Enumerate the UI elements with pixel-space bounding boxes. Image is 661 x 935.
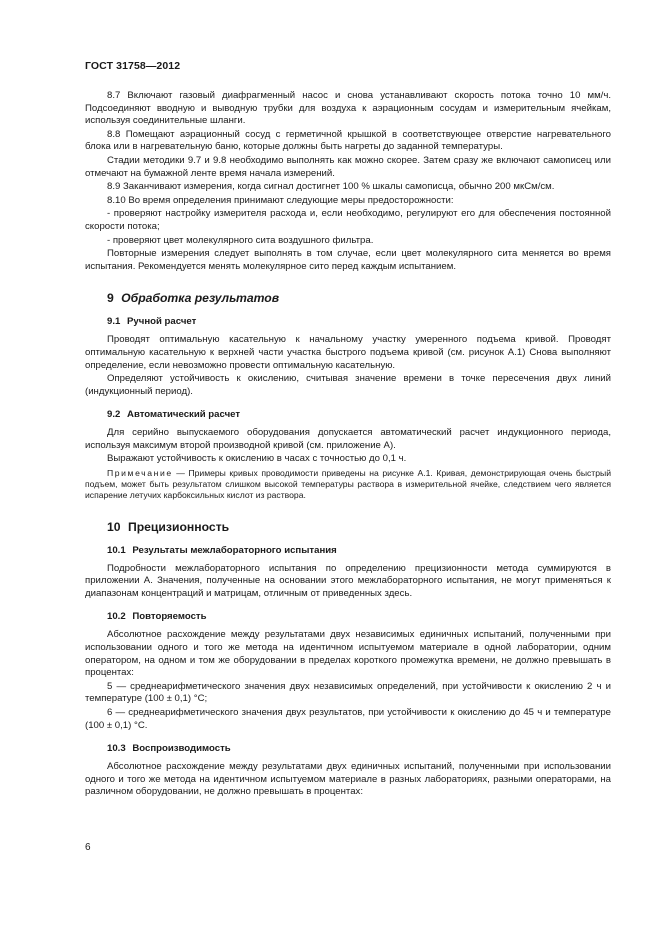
paragraph: Абсолютное расхождение между результатами двух независимых единичных испытаний, полученными при использовании одного и того же метода на идентичном испытуемом материале в одной лаборатории, одним оператором, на одном и том же оборудовании в пределах короткого промежутка времени, не должно превышать в процентах:	[85, 629, 611, 679]
paragraph: 6 — среднеарифметического значения двух результатов, при устойчивости к окислению до 45 ч и температуре (100 ± 0,1) °С.	[85, 707, 611, 731]
heading-number: 10.3	[107, 743, 126, 755]
section-heading	[107, 520, 611, 534]
paragraph: 8.8 Помещают аэрационный сосуд с герметичной крышкой в соответствующее отверстие нагревательного блока или в нагревательную баню, которые должны быть нагреты до заданной температуры.	[85, 128, 611, 153]
heading-text: Повторяемость	[132, 611, 207, 623]
document-body	[85, 90, 611, 799]
subsection-heading	[107, 316, 611, 327]
heading-text: Результаты межлабораторного испытания	[132, 544, 337, 556]
paragraph: - проверяют настройку измерителя расхода и, если необходимо, регулируют его для обеспечения постоянной скорости потока;	[85, 208, 611, 232]
subsection-heading	[107, 611, 611, 622]
paragraph: Выражают устойчивость к окислению в часах с точностью до 0,1 ч.	[107, 453, 407, 465]
heading-number: 10.2	[107, 611, 126, 623]
paragraph: - проверяют цвет молекулярного сита воздушного фильтра.	[107, 234, 374, 246]
heading-text: Ручной расчет	[127, 316, 197, 328]
paragraph: Стадии методики 9.7 и 9.8 необходимо выполнять как можно скорее. Затем сразу же включают самописец или отмечают на бумажной ленте время начала измерений.	[85, 154, 611, 179]
paragraph: Проводят оптимальную касательную к начальному участку умеренного подъема кривой. Проводят оптимальную касательную к верхней части участка быстрого подъема кривой (см. рисунок А.1) Снова выполняют определение, если невозможно провести оптимальную касательную.	[85, 334, 611, 371]
paragraph: Подробности межлабораторного испытания по определению прецизионности метода суммируются в приложении А. Значения, полученные на основании этого межлабораторного испытания, не могут применяться к диапазонам концентраций и матрицам, отличным от приведенных здесь.	[85, 562, 611, 599]
subsection-heading	[107, 409, 611, 420]
note-label: Примечание	[107, 468, 173, 479]
heading-number: 9	[107, 291, 114, 306]
subsection-heading	[107, 545, 611, 556]
note-text: — Примеры кривых проводимости приведены на рисунке А.1. Кривая, демонстрирующая очень быстрый подъем, может быть результатом слишком высокой температуры раствора в измерительной ячейке, следствием чего является испарение летучих карбоксильных кислот из раствора.	[85, 468, 611, 501]
paragraph: Определяют устойчивость к окислению, считывая значение времени в точке пересечения двух линий (индукционный период).	[85, 373, 611, 397]
heading-text: Прецизионность	[127, 519, 230, 534]
paragraph: Абсолютное расхождение между результатами двух единичных испытаний, полученными при использовании одного и того же метода на идентичном испытуемом материале в разных лабораториях, разными операторами, на различном оборудовании, не должно превышать в процентах:	[85, 761, 611, 798]
paragraph: 5 — среднеарифметического значения двух независимых определений, при устойчивости к окислению 2 ч и температуре (100 ± 0,1) °С;	[85, 680, 611, 705]
heading-number: 10	[107, 519, 121, 534]
heading-text: Автоматический расчет	[127, 409, 241, 421]
heading-text: Обработка результатов	[121, 291, 280, 306]
paragraph: 8.10 Во время определения принимают следующие меры предосторожности:	[107, 194, 454, 206]
paragraph: Для серийно выпускаемого оборудования допускается автоматический расчет индукционного периода, используя максимум второй производной кривой (см. приложение А).	[85, 427, 611, 451]
note	[85, 468, 611, 502]
subsection-heading	[107, 743, 611, 754]
paragraph: Повторные измерения следует выполнять в том случае, если цвет молекулярного сита меняется во время испытания. Рекомендуется менять молекулярное сито перед каждым испытанием.	[85, 248, 611, 272]
heading-number: 9.2	[107, 409, 121, 421]
document-header: ГОСТ 31758—2012	[85, 60, 181, 72]
section-heading	[107, 291, 611, 305]
page-number: 6	[85, 842, 91, 853]
heading-text: Воспроизводимость	[132, 743, 231, 755]
paragraph: 8.7 Включают газовый диафрагменный насос и снова устанавливают скорость потока точно 10 мм/ч. Подсоединяют вводную и выводную трубки для воздуха к аэрационным сосудам и измерительным ячейкам, используя соединительные шланги.	[85, 90, 611, 127]
heading-number: 9.1	[107, 316, 121, 328]
paragraph: 8.9 Заканчивают измерения, когда сигнал достигнет 100 % шкалы самописца, обычно 200 мкСм/см.	[107, 181, 555, 193]
heading-number: 10.1	[107, 544, 126, 556]
